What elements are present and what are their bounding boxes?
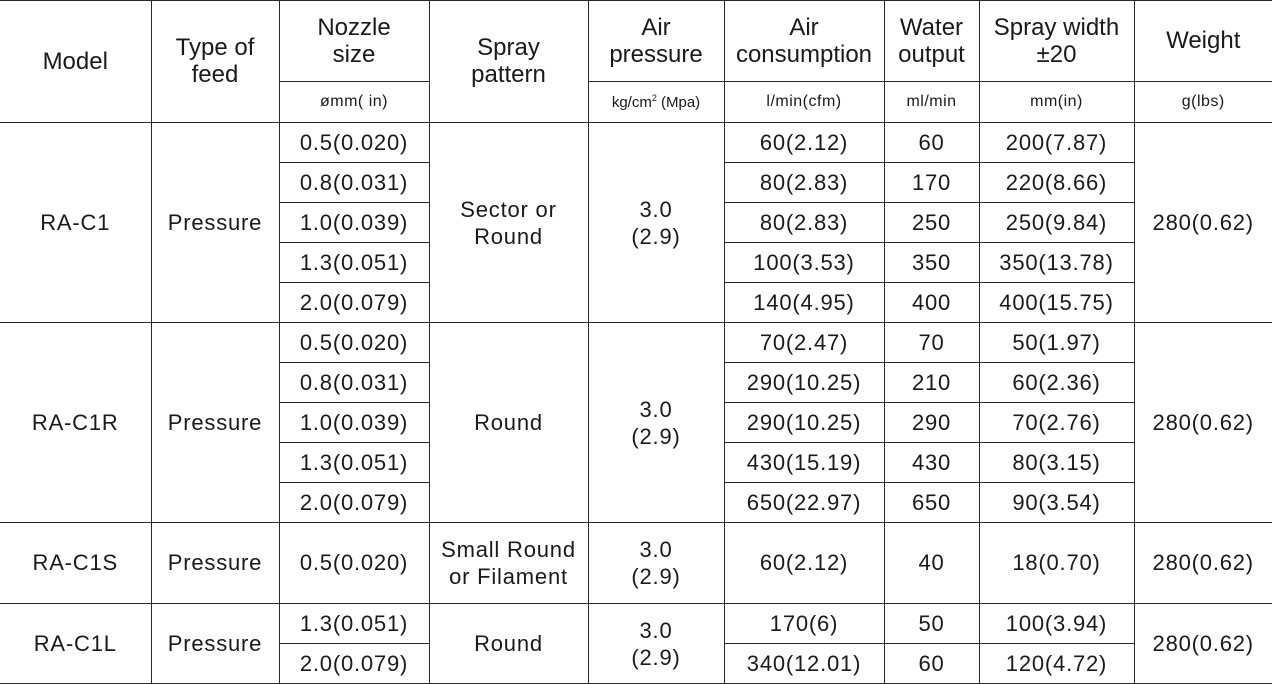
- water-output-cell: 650: [884, 483, 979, 523]
- nozzle-cell: 1.3(0.051): [279, 443, 429, 483]
- header-pattern: Spray pattern: [429, 1, 588, 123]
- spec-table-body: [0, 123, 1272, 684]
- water-output-cell: 250: [884, 203, 979, 243]
- water-output-cell: 350: [884, 243, 979, 283]
- spray-width-cell: 60(2.36): [979, 363, 1134, 403]
- feed-cell: Pressure: [151, 604, 279, 684]
- air-consumption-cell: 100(3.53): [724, 243, 884, 283]
- unit-spray-width: mm(in): [979, 82, 1134, 123]
- water-output-cell: 50: [884, 604, 979, 644]
- weight-cell: 280(0.62): [1134, 323, 1272, 523]
- nozzle-cell: 1.3(0.051): [279, 243, 429, 283]
- air-pressure-cell: 3.0 (2.9): [588, 323, 724, 523]
- water-output-cell: 40: [884, 523, 979, 604]
- pattern-cell: Round: [429, 323, 588, 523]
- water-output-cell: 210: [884, 363, 979, 403]
- header-nozzle: Nozzle size: [279, 1, 429, 82]
- nozzle-cell: 0.5(0.020): [279, 323, 429, 363]
- air-pressure-cell: 3.0 (2.9): [588, 604, 724, 684]
- air-consumption-cell: 290(10.25): [724, 363, 884, 403]
- water-output-cell: 290: [884, 403, 979, 443]
- air-consumption-cell: 430(15.19): [724, 443, 884, 483]
- spray-width-cell: 100(3.94): [979, 604, 1134, 644]
- nozzle-cell: 2.0(0.079): [279, 283, 429, 323]
- nozzle-cell: 1.0(0.039): [279, 403, 429, 443]
- table-row: [0, 323, 1272, 363]
- spray-width-cell: 90(3.54): [979, 483, 1134, 523]
- nozzle-cell: 2.0(0.079): [279, 644, 429, 684]
- header-model: Model: [0, 1, 151, 123]
- model-cell: RA-C1: [0, 123, 151, 323]
- header-water-output: Water output: [884, 1, 979, 82]
- nozzle-cell: 1.0(0.039): [279, 203, 429, 243]
- header-weight: Weight: [1134, 1, 1272, 82]
- air-pressure-cell: 3.0 (2.9): [588, 523, 724, 604]
- air-pressure-cell: 3.0 (2.9): [588, 123, 724, 323]
- header-row: [0, 1, 1272, 82]
- air-consumption-cell: 290(10.25): [724, 403, 884, 443]
- water-output-cell: 400: [884, 283, 979, 323]
- table-row: [0, 123, 1272, 163]
- spray-width-cell: 220(8.66): [979, 163, 1134, 203]
- air-consumption-cell: 140(4.95): [724, 283, 884, 323]
- spray-width-cell: 120(4.72): [979, 644, 1134, 684]
- feed-cell: Pressure: [151, 123, 279, 323]
- feed-cell: Pressure: [151, 523, 279, 604]
- air-consumption-cell: 170(6): [724, 604, 884, 644]
- air-consumption-cell: 650(22.97): [724, 483, 884, 523]
- nozzle-cell: 0.8(0.031): [279, 363, 429, 403]
- water-output-cell: 60: [884, 644, 979, 684]
- unit-water-output: ml/min: [884, 82, 979, 123]
- header-feed: Type of feed: [151, 1, 279, 123]
- table-row: [0, 604, 1272, 644]
- nozzle-cell: 1.3(0.051): [279, 604, 429, 644]
- header-air-consumption: Air consumption: [724, 1, 884, 82]
- nozzle-cell: 0.5(0.020): [279, 123, 429, 163]
- nozzle-cell: 0.8(0.031): [279, 163, 429, 203]
- air-consumption-cell: 80(2.83): [724, 163, 884, 203]
- spray-width-cell: 50(1.97): [979, 323, 1134, 363]
- pattern-cell: Round: [429, 604, 588, 684]
- unit-air-pressure: $kg/cm^2$ (Mpa): [588, 82, 724, 123]
- header-spray-width: Spray width ±20: [979, 1, 1134, 82]
- air-consumption-cell: 60(2.12): [724, 523, 884, 604]
- water-output-cell: 430: [884, 443, 979, 483]
- unit-nozzle: ømm( in): [279, 82, 429, 123]
- weight-cell: 280(0.62): [1134, 523, 1272, 604]
- weight-cell: 280(0.62): [1134, 604, 1272, 684]
- air-consumption-cell: 80(2.83): [724, 203, 884, 243]
- spray-width-cell: 250(9.84): [979, 203, 1134, 243]
- spray-width-cell: 18(0.70): [979, 523, 1134, 604]
- spray-width-cell: 400(15.75): [979, 283, 1134, 323]
- air-consumption-cell: 340(12.01): [724, 644, 884, 684]
- water-output-cell: 70: [884, 323, 979, 363]
- air-consumption-cell: 70(2.47): [724, 323, 884, 363]
- pattern-cell: Sector or Round: [429, 123, 588, 323]
- spray-width-cell: 200(7.87): [979, 123, 1134, 163]
- nozzle-cell: 0.5(0.020): [279, 523, 429, 604]
- feed-cell: Pressure: [151, 323, 279, 523]
- spray-width-cell: 70(2.76): [979, 403, 1134, 443]
- water-output-cell: 170: [884, 163, 979, 203]
- unit-air-consumption: l/min(cfm): [724, 82, 884, 123]
- water-output-cell: 60: [884, 123, 979, 163]
- model-cell: RA-C1R: [0, 323, 151, 523]
- model-cell: RA-C1L: [0, 604, 151, 684]
- weight-cell: 280(0.62): [1134, 123, 1272, 323]
- model-cell: RA-C1S: [0, 523, 151, 604]
- table-row: [0, 523, 1272, 604]
- spray-width-cell: 350(13.78): [979, 243, 1134, 283]
- nozzle-cell: 2.0(0.079): [279, 483, 429, 523]
- header-air-pressure: Air pressure: [588, 1, 724, 82]
- pattern-cell: Small Round or Filament: [429, 523, 588, 604]
- spray-width-cell: 80(3.15): [979, 443, 1134, 483]
- air-consumption-cell: 60(2.12): [724, 123, 884, 163]
- unit-weight: g(lbs): [1134, 82, 1272, 123]
